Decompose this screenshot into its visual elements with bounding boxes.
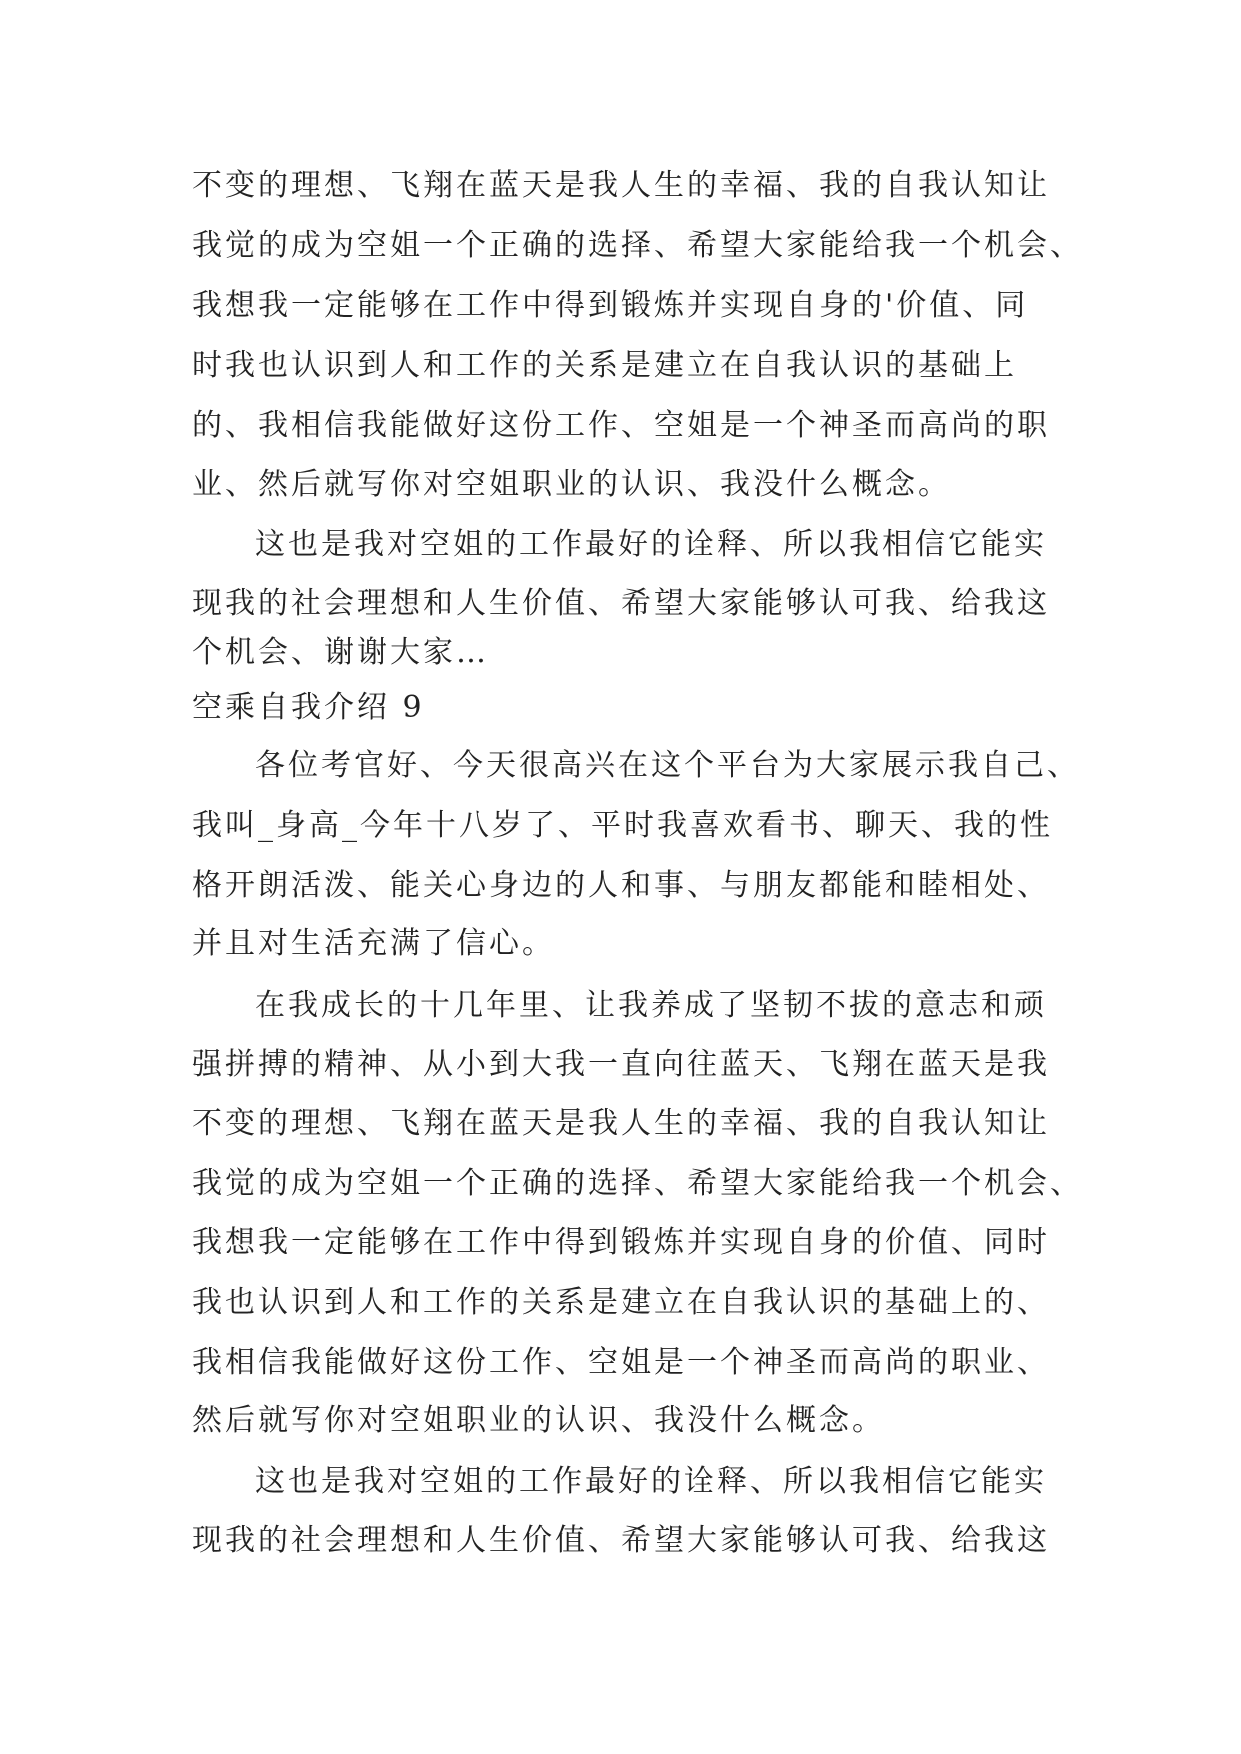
text-line: 强拼搏的精神、从小到大我一直向往蓝天、飞翔在蓝天是我 xyxy=(192,1047,1050,1082)
text-line: 不变的理想、飞翔在蓝天是我人生的幸福、我的自我认知让 xyxy=(192,168,1050,203)
text-line: 业、然后就写你对空姐职业的认识、我没什么概念。 xyxy=(192,467,951,502)
text-line: 我叫_身高_今年十八岁了、平时我喜欢看书、聊天、我的性 xyxy=(192,808,1053,843)
text-line: 我也认识到人和工作的关系是建立在自我认识的基础上的、 xyxy=(192,1285,1050,1320)
text-line: 我想我一定能够在工作中得到锻炼并实现自身的'价值、同 xyxy=(192,288,1029,323)
section-heading: 空乘自我介绍 9 xyxy=(192,690,425,725)
text-line: 个机会、谢谢大家… xyxy=(192,635,489,670)
text-line: 格开朗活泼、能关心身边的人和事、与朋友都能和睦相处、 xyxy=(192,868,1050,903)
text-line: 我觉的成为空姐一个正确的选择、希望大家能给我一个机会、 xyxy=(192,1166,1083,1201)
text-line: 并且对生活充满了信心。 xyxy=(192,926,555,961)
text-line: 我想我一定能够在工作中得到锻炼并实现自身的价值、同时 xyxy=(192,1225,1050,1260)
text-line: 现我的社会理想和人生价值、希望大家能够认可我、给我这 xyxy=(192,586,1050,621)
text-line: 现我的社会理想和人生价值、希望大家能够认可我、给我这 xyxy=(192,1523,1050,1558)
text-line: 我相信我能做好这份工作、空姐是一个神圣而高尚的职业、 xyxy=(192,1345,1050,1380)
text-line: 不变的理想、飞翔在蓝天是我人生的幸福、我的自我认知让 xyxy=(192,1106,1050,1141)
text-line: 这也是我对空姐的工作最好的诠释、所以我相信它能实 xyxy=(255,1464,1047,1499)
text-line: 我觉的成为空姐一个正确的选择、希望大家能给我一个机会、 xyxy=(192,228,1083,263)
text-line: 在我成长的十几年里、让我养成了坚韧不拔的意志和顽 xyxy=(255,988,1047,1023)
text-line: 各位考官好、今天很高兴在这个平台为大家展示我自己、 xyxy=(255,748,1080,783)
text-line: 然后就写你对空姐职业的认识、我没什么概念。 xyxy=(192,1403,885,1438)
text-line: 的、我相信我能做好这份工作、空姐是一个神圣而高尚的职 xyxy=(192,408,1050,443)
text-line: 时我也认识到人和工作的关系是建立在自我认识的基础上 xyxy=(192,348,1017,383)
text-line: 这也是我对空姐的工作最好的诠释、所以我相信它能实 xyxy=(255,527,1047,562)
